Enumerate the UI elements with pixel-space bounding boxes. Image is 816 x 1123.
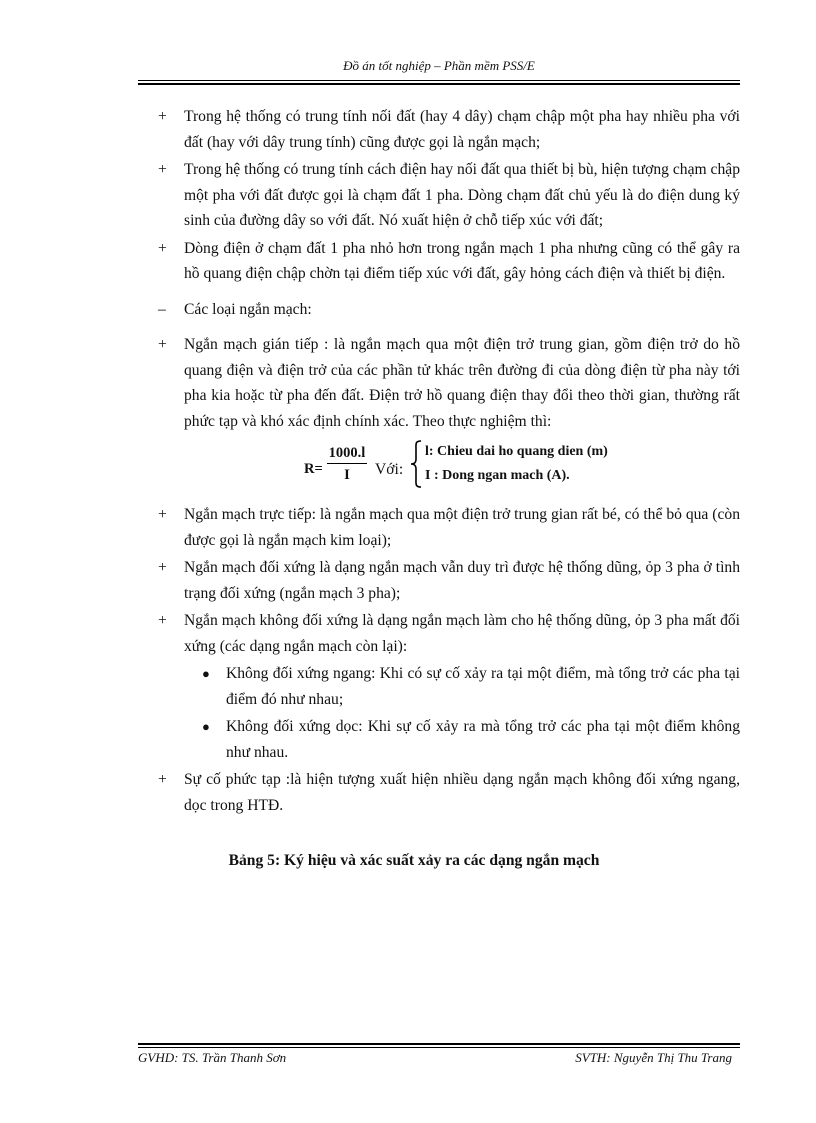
footer-rule [138,1043,740,1048]
list-item [138,104,740,155]
plus-mark: + [158,559,167,576]
plus-mark: + [158,161,167,178]
list-item [138,608,740,659]
list-item [138,767,740,818]
footer-student: SVTH: Nguyễn Thị Thu Trang [575,1050,732,1065]
paragraph: Ngắn mạch không đối xứng là dạng ngắn mạch làm cho hệ thống dũng, ỏp 3 pha mất đối xứng (các dạng ngắn mạch còn lại): [184,612,740,655]
list-item [138,236,740,287]
arc-resistance-formula [138,440,740,494]
document-body [138,104,740,874]
paragraph: Ngắn mạch trực tiếp: là ngắn mạch qua một điện trở trung gian rất bé, có thể bỏ qua (còn được gọi là ngắn mạch kim loại); [184,506,740,549]
paragraph: Dòng điện ở chạm đất 1 pha nhỏ hơn trong ngắn mạch 1 pha nhưng cũng có thể gây ra hồ quang điện chập chờn tại điểm tiếp xúc với đất, gây hỏng cách điện và thiết bị điện. [184,239,740,282]
paragraph: Trong hệ thống có trung tính nối đất (hay 4 dây) chạm chập một pha hay nhiều pha với đất (hay với dây trung tính) cũng được gọi là ngắn mạch; [184,108,740,151]
paragraph: Ngắn mạch gián tiếp : là ngắn mạch qua một điện trở trung gian, gồm điện trở do hồ quang điện và điện trở của các phần tử khác trên đường đi của dòng điện từ pha này tới pha kia hoặc từ pha đến đất. Điện trở hồ quang điện thay đổi theo thời gian, thường rất phức tạp và khó xác định chính xác. Theo thực nghiệm thì: [184,336,740,430]
paragraph: Trong hệ thống có trung tính cách điện hay nối đất qua thiết bị bù, hiện tượng chạm chập một pha với đất được gọi là chạm đất 1 pha. Dòng chạm đất chủ yếu là do điện dung ký sinh của đường dây so với đất. Nó xuất hiện ở chỗ tiếp xúc với đất; [184,161,740,229]
section-heading [138,297,740,323]
footer-supervisor: GVHD: TS. Trần Thanh Sơn [138,1050,287,1065]
list-item [138,502,740,553]
paragraph: Các loại ngắn mạch: [184,300,312,318]
bullet-icon: ● [202,666,210,681]
plus-mark: + [158,239,167,257]
page-header: Đồ án tốt nghiệp – Phần mềm PSS/E [343,58,535,73]
list-item [138,555,740,606]
dash-mark: – [158,300,166,318]
sub-list-item [138,714,740,765]
paragraph: Không đối xứng ngang: Khi có sự cố xảy ra tại một điểm, mà tổng trở các pha tại điểm đó như nhau; [226,665,740,708]
plus-mark: + [158,336,167,353]
formula-lhs: R= [304,461,323,477]
curly-brace-icon [410,440,422,488]
paragraph: Không đối xứng dọc: Khi sự cố xảy ra mà tổng trở các pha tại một điểm không như nhau. [226,718,740,761]
sub-list-item [138,661,740,712]
formula-definition-length: l: Chieu dai ho quang dien (m) [425,444,608,459]
bullet-icon: ● [202,719,210,734]
plus-mark: + [158,612,167,629]
plus-mark: + [158,108,167,125]
formula-definition-current: I : Dong ngan mach (A). [425,468,570,483]
plus-mark: + [158,771,167,788]
formula-with-label: Với: [375,461,404,478]
formula-fraction [327,443,367,486]
paragraph: Ngắn mạch đối xứng là dạng ngắn mạch vẫn duy trì được hệ thống dũng, ỏp 3 pha ở tình trạng đối xứng (ngắn mạch 3 pha); [184,559,740,602]
header-rule [138,80,740,85]
table-caption: Bảng 5: Ký hiệu và xác suất xảy ra các dạng ngắn mạch [228,852,600,869]
formula-denominator: I [344,467,350,483]
paragraph: Sự cố phức tạp :là hiện tượng xuất hiện nhiều dạng ngắn mạch không đối xứng ngang, dọc trong HTĐ. [184,771,740,814]
formula-numerator: 1000.l [327,443,367,464]
list-item [138,332,740,434]
plus-mark: + [158,506,167,523]
list-item [138,157,740,234]
